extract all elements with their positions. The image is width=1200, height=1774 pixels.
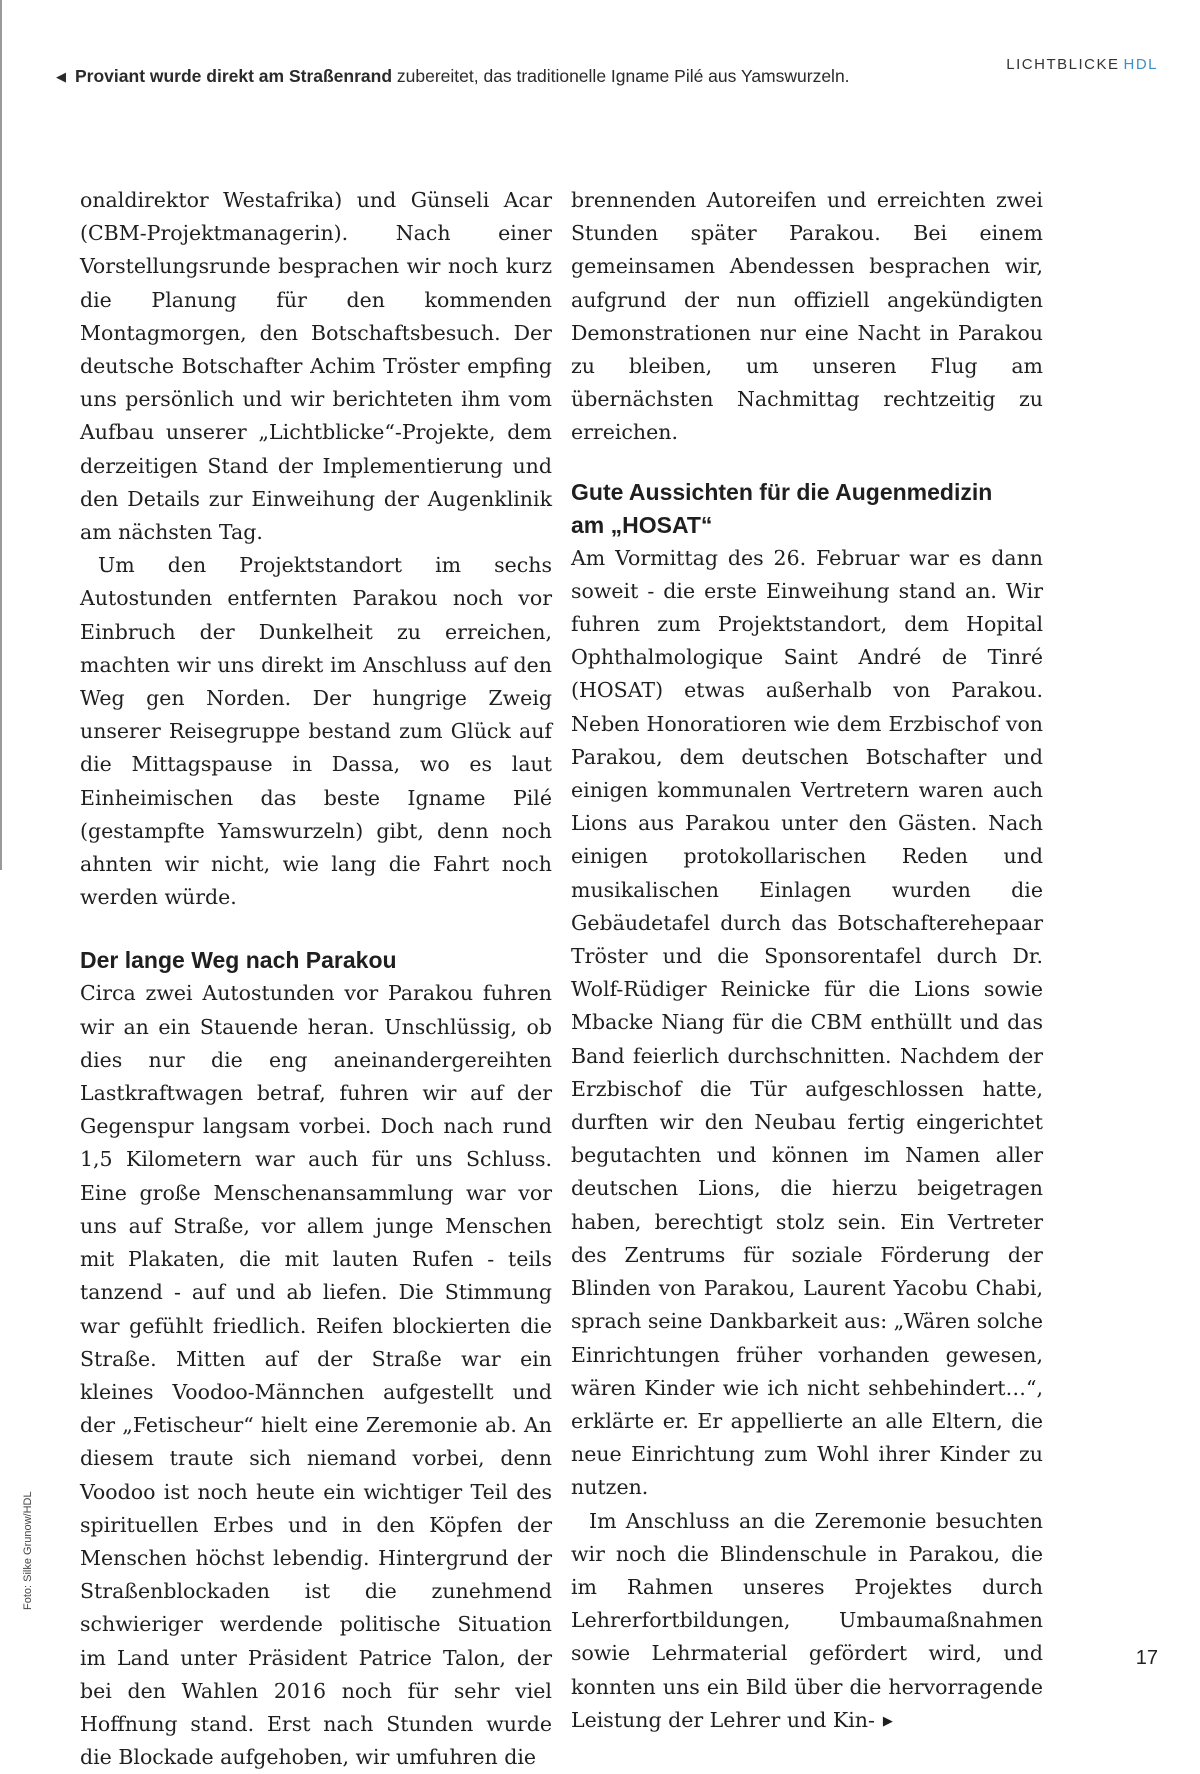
page-number: 17 bbox=[1135, 1647, 1158, 1669]
caption-text: zubereitet, das traditionelle Igname Pilé aus Yamswurzeln. bbox=[392, 66, 850, 86]
running-head-label: LICHTBLICKE bbox=[1006, 56, 1120, 73]
running-head bbox=[1006, 56, 1158, 73]
page-edge-rule bbox=[0, 0, 2, 870]
continue-arrow-icon: ▶ bbox=[882, 1713, 893, 1729]
section-heading bbox=[571, 476, 1043, 542]
paragraph: Um den Projektstandort im sechs Autostunden entfernten Parakou noch vor Einbruch der Dunkelheit zu erreichen, machten wir uns direkt im Anschluss auf den Weg gen Norden. Der hungrige Zweig unserer Reisegruppe bestand zum Glück auf die Mittagspause in Dassa, wo es laut Einheimischen das beste Igname Pilé (gestampfte Yamswurzeln) gibt, denn noch ahnten wir nicht, wie lang die Fahrt noch werden würde. bbox=[80, 553, 552, 910]
paragraph-text: Im Anschluss an die Zeremonie besuchten wir noch die Blindenschule in Parakou, die im Rahmen unseres Projektes durch Lehrerfortbildungen, Umbaumaßnahmen sowie Lehrmaterial gefördert wird, und konnten uns ein Bild über die hervorragende Leistung der Lehrer und Kin- bbox=[571, 1508, 1043, 1732]
heading-line: am „HOSAT“ bbox=[571, 511, 713, 538]
left-column bbox=[80, 184, 552, 1774]
paragraph bbox=[571, 1505, 1043, 1740]
right-column bbox=[571, 184, 1043, 1740]
section-heading: Der lange Weg nach Parakou bbox=[80, 947, 397, 974]
paragraph: brennenden Autoreifen und erreichten zwei Stunden später Parakou. Bei einem gemeinsamen Abendessen besprachen wir, aufgrund der nun offiziell angekündigten Demonstrationen nur eine Nacht in Parakou zu bleiben, um unseren Flug am übernächsten Nachmittag rechtzeitig zu erreichen. bbox=[571, 188, 1043, 445]
heading-line: Gute Aussichten für die Augenmedizin bbox=[571, 478, 993, 505]
paragraph: onaldirektor Westafrika) und Günseli Acar (CBM-Projektmanagerin). Nach einer Vorstellungsrunde besprachen wir noch kurz die Planung für den kommenden Montagmorgen, den Botschaftsbesuch. Der deutsche Botschafter Achim Tröster empfing uns persönlich und wir berichteten ihm vom Aufbau unserer „Lichtblicke“-Projekte, dem derzeitigen Stand der Implementierung und den Details zur Einweihung der Augenklinik am nächsten Tag. bbox=[80, 188, 552, 545]
paragraph: Circa zwei Autostunden vor Parakou fuhren wir an ein Stauende heran. Unschlüssig, ob dies nur die eng aneinandergereihten Lastkraftwagen betraf, fuhren wir auf der Gegenspur langsam vorbei. Doch nach rund 1,5 Kilometern war auch für uns Schluss. Eine große Menschenansammlung war vor uns auf Straße, vor allem junge Menschen mit Plakaten, die mit lauten Rufen - teils tanzend - auf und ab liefen. Die Stimmung war gefühlt friedlich. Reifen blockierten die Straße. Mitten auf der Straße war ein kleines Voodoo-Männchen aufgestellt und der „Fetischeur“ hielt eine Zeremonie ab. An diesem traute sich niemand vorbei, denn Voodoo ist noch heute ein wichtiger Teil des spirituellen Erbes und in den Köpfen der Menschen höchst lebendig. Hintergrund der Straßenblockaden ist die zunehmend schwieriger werdende politische Situation im Land unter Präsident Patrice Talon, der bei den Wahlen 2016 noch für sehr viel Hoffnung stand. Erst nach Stunden wurde die Blockade aufgehoben, wir umfuhren die bbox=[80, 981, 552, 1770]
caption-arrow-icon: ◀ bbox=[56, 69, 66, 84]
caption-lead: Proviant wurde direkt am Straßenrand bbox=[75, 66, 393, 86]
photo-caption bbox=[56, 66, 850, 87]
photo-credit: Foto: Silke Grunow/HDL bbox=[22, 1491, 34, 1610]
paragraph: Am Vormittag des 26. Februar war es dann soweit - die erste Einweihung stand an. Wir fuhren zum Projektstandort, dem Hopital Ophthalmologique Saint André de Tinré (HOSAT) etwas außerhalb von Parakou. Neben Honoratioren wie dem Erzbischof von Parakou, dem deutschen Botschafter und einigen kommunalen Vertretern waren auch Lions aus Parakou unter den Gästen. Nach einigen protokollarischen Reden und musikalischen Einlagen wurden die Gebäudetafel durch das Botschafterehepaar Tröster und die Sponsorentafel durch Dr. Wolf-Rüdiger Reinicke für die Lions sowie Mbacke Niang für die CBM enthüllt und das Band feierlich durchschnitten. Nachdem der Erzbischof die Tür aufgeschlossen hatte, durften wir den Neubau fertig eingerichtet begutachten und können im Namen aller deutschen Lions, die hierzu beigetragen haben, berechtigt stolz sein. Ein Vertreter des Zentrums für soziale Förderung der Blinden von Parakou, Laurent Yacobu Chabi, sprach seine Dankbarkeit aus: „Wären solche Einrichtungen früher vorhanden gewesen, wären Kinder wie ich nicht sehbehindert…“, erklärte er. Er appellierte an alle Eltern, die neue Einrichtung zum Wohl ihrer Kinder zu nutzen. bbox=[571, 545, 1043, 1500]
running-head-accent: HDL bbox=[1123, 56, 1158, 73]
